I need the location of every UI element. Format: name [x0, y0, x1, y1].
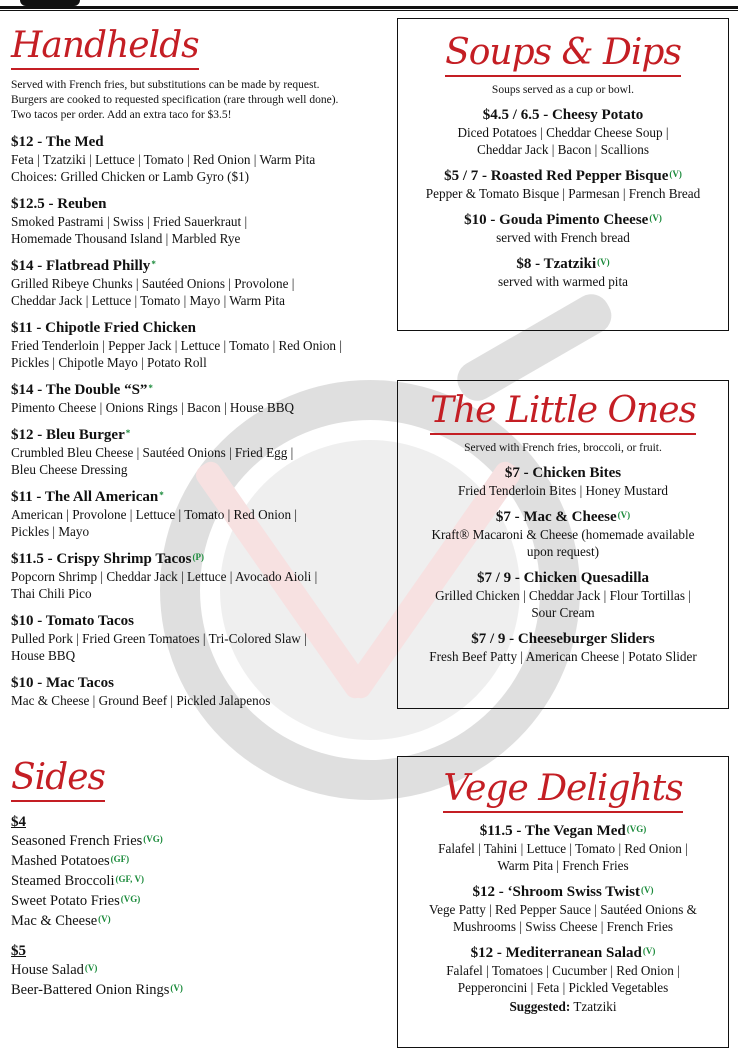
item-title: [398, 211, 728, 229]
vege-list: [398, 822, 728, 996]
item-title: [398, 822, 728, 840]
item-title: [11, 674, 391, 692]
intro-line: Two tacos per order. Add an extra taco for $3.5!: [11, 109, 232, 121]
handhelds-intro: [11, 78, 391, 123]
item-description: Diced Potatoes | Cheddar Cheese Soup |: [457, 125, 669, 140]
item-description: Grilled Ribeye Chunks | Sautéed Onions | Provolone |: [11, 276, 295, 291]
side-name: Beer-Battered Onion Rings: [11, 982, 170, 998]
handhelds-heading: [11, 25, 199, 70]
side-item: [11, 960, 391, 980]
dietary-tag: *: [125, 428, 131, 438]
item-title: [398, 167, 728, 185]
sides-list: [11, 814, 391, 1000]
side-item: [11, 871, 391, 891]
dietary-tag: (V): [641, 885, 654, 895]
side-name: House Salad: [11, 962, 84, 978]
menu-item: [11, 674, 391, 709]
item-description: Pepperoncini | Feta | Pickled Vegetables: [457, 980, 669, 995]
dietary-tag: (V): [170, 983, 183, 993]
item-description: Crumbled Bleu Cheese | Sautéed Onions | Fried Egg |: [11, 445, 294, 460]
vege-suggested: [398, 998, 728, 1015]
menu-item: [398, 508, 728, 560]
item-title: [398, 255, 728, 273]
item-title: [11, 133, 391, 151]
item-name: $10 - Tomato Tacos: [11, 613, 134, 629]
item-description: served with warmed pita: [497, 274, 628, 289]
item-title: [11, 381, 391, 399]
side-item: [11, 851, 391, 871]
handhelds-list: [11, 133, 391, 709]
menu-item: [11, 133, 391, 185]
soups-list: [398, 106, 728, 290]
menu-item: [398, 944, 728, 996]
little-ones-box: [397, 380, 729, 709]
item-title: [11, 195, 391, 213]
soups-box: [397, 18, 729, 331]
item-title: [398, 630, 728, 648]
side-item: [11, 911, 391, 931]
side-name: Sweet Potato Fries: [11, 893, 120, 909]
item-name: $12 - Bleu Burger: [11, 427, 125, 443]
item-title: [11, 550, 391, 568]
item-description: Cheddar Jack | Lettuce | Tomato | Mayo | Warm Pita: [11, 293, 285, 308]
menu-item: [11, 381, 391, 416]
dietary-tag: (VG): [626, 824, 647, 834]
item-title: [11, 319, 391, 337]
soups-intro: Soups served as a cup or bowl.: [491, 84, 635, 96]
menu-item: [11, 612, 391, 664]
menu-item: [11, 195, 391, 247]
menu-item: [11, 319, 391, 371]
item-description: House BBQ: [11, 648, 76, 663]
item-name: $14 - Flatbread Philly: [11, 258, 151, 274]
item-name: $11 - The All American: [11, 489, 159, 505]
intro-line: Served with French fries, but substitutions can be made by request.: [11, 79, 320, 91]
item-description: Fried Tenderloin Bites | Honey Mustard: [458, 483, 668, 498]
side-name: Mac & Cheese: [11, 913, 98, 929]
item-description: Popcorn Shrimp | Cheddar Jack | Lettuce | Avocado Aioli |: [11, 569, 318, 584]
item-description: Pimento Cheese | Onions Rings | Bacon | House BBQ: [11, 400, 295, 415]
item-name: $10 - Mac Tacos: [11, 675, 114, 691]
little-ones-list: [398, 464, 728, 665]
item-title: [398, 883, 728, 901]
item-name: $14 - The Double “S”: [11, 382, 148, 398]
sides-title: Sides: [11, 757, 105, 798]
item-title: [11, 612, 391, 630]
dietary-tag: (P): [192, 552, 204, 562]
suggested-label: Suggested:: [509, 999, 571, 1014]
item-description: Sour Cream: [531, 605, 595, 620]
vege-title: Vege Delights: [443, 768, 683, 809]
dietary-tag: (GF, V): [115, 874, 144, 884]
menu-item: [11, 257, 391, 309]
vege-heading: [398, 768, 728, 813]
menu-item: [398, 569, 728, 621]
dietary-tag: *: [151, 259, 156, 269]
side-item: [11, 980, 391, 1000]
item-description: Thai Chili Pico: [11, 586, 92, 601]
suggested-value: Tzatziki: [573, 999, 617, 1014]
item-description: Pulled Pork | Fried Green Tomatoes | Tri-Colored Slaw |: [11, 631, 307, 646]
handhelds-section: [11, 25, 391, 709]
menu-item: [11, 426, 391, 478]
item-title: [398, 464, 728, 482]
item-name: $7 / 9 - Chicken Quesadilla: [476, 570, 650, 586]
dietary-tag: (V): [642, 946, 656, 956]
dietary-tag: (VG): [143, 834, 163, 844]
menu-item: [398, 106, 728, 158]
soups-title: Soups & Dips: [445, 32, 681, 73]
dietary-tag: (GF): [110, 854, 130, 864]
item-name: $12.5 - Reuben: [11, 196, 107, 212]
item-name: $12 - The Med: [11, 134, 104, 150]
item-title: [11, 426, 391, 444]
side-item: [11, 831, 391, 851]
item-description: Feta | Tzatziki | Lettuce | Tomato | Red Onion | Warm Pita: [11, 152, 316, 167]
side-name: Steamed Broccoli: [11, 873, 115, 889]
side-name: Mashed Potatoes: [11, 853, 110, 869]
item-name: $8 - Tzatziki: [516, 256, 597, 272]
item-description: Cheddar Jack | Bacon | Scallions: [477, 142, 649, 157]
item-title: [398, 569, 728, 587]
item-name: $12 - ‘Shroom Swiss Twist: [472, 884, 641, 900]
little-ones-heading: [398, 390, 728, 435]
handhelds-title: Handhelds: [11, 25, 199, 66]
item-description: Mushrooms | Swiss Cheese | French Fries: [453, 919, 673, 934]
item-name: $11.5 - Crispy Shrimp Tacos: [11, 551, 192, 567]
item-description: Mac & Cheese | Ground Beef | Pickled Jalapenos: [11, 693, 271, 708]
item-description: upon request): [526, 544, 600, 559]
item-description: Warm Pita | French Fries: [497, 858, 629, 873]
item-title: [398, 106, 728, 124]
item-description: Fresh Beef Patty | American Cheese | Potato Slider: [429, 649, 697, 664]
dietary-tag: (V): [597, 257, 610, 267]
little-ones-title: The Little Ones: [429, 390, 697, 431]
item-description: Kraft® Macaroni & Cheese (homemade available: [431, 527, 695, 542]
side-price-heading: $5: [11, 943, 26, 959]
dietary-tag: *: [159, 490, 164, 500]
side-name: Seasoned French Fries: [11, 833, 143, 849]
menu-item: [398, 167, 728, 202]
item-name: $10 - Gouda Pimento Cheese: [464, 212, 649, 228]
dietary-tag: (V): [649, 213, 662, 223]
little-ones-intro: Served with French fries, broccoli, or fruit.: [464, 442, 662, 454]
item-description: Pepper & Tomato Bisque | Parmesan | French Bread: [425, 186, 701, 201]
item-name: $7 / 9 - Cheeseburger Sliders: [471, 631, 655, 647]
item-description: Choices: Grilled Chicken or Lamb Gyro ($1): [11, 169, 250, 184]
dietary-tag: (V): [98, 914, 111, 924]
vege-box: [397, 756, 729, 1048]
menu-item: [398, 822, 728, 874]
item-title: [398, 944, 728, 962]
item-name: $7 - Mac & Cheese: [495, 509, 617, 525]
item-name: $4.5 / 6.5 - Cheesy Potato: [482, 107, 644, 123]
item-description: Homemade Thousand Island | Marbled Rye: [11, 231, 241, 246]
item-name: $12 - Mediterranean Salad: [470, 945, 642, 961]
sides-heading: [11, 757, 105, 802]
item-description: Pickles | Mayo: [11, 524, 90, 539]
soups-heading: [398, 32, 728, 77]
menu-item: [398, 464, 728, 499]
intro-line: Burgers are cooked to requested specification (rare through well done).: [11, 94, 339, 106]
item-name: $5 / 7 - Roasted Red Pepper Bisque: [444, 168, 669, 184]
item-description: Pickles | Chipotle Mayo | Potato Roll: [11, 355, 207, 370]
item-title: [11, 257, 391, 275]
item-description: Bleu Cheese Dressing: [11, 462, 128, 477]
item-description: Smoked Pastrami | Swiss | Fried Sauerkraut |: [11, 214, 248, 229]
item-title: [398, 508, 728, 526]
side-price-heading: $4: [11, 814, 26, 830]
item-description: Falafel | Tomatoes | Cucumber | Red Onion |: [446, 963, 680, 978]
dietary-tag: (VG): [120, 894, 141, 904]
item-description: Vege Patty | Red Pepper Sauce | Sautéed Onions &: [429, 902, 697, 917]
item-description: Falafel | Tahini | Lettuce | Tomato | Red Onion |: [438, 841, 688, 856]
item-description: Fried Tenderloin | Pepper Jack | Lettuce | Tomato | Red Onion |: [11, 338, 342, 353]
menu-item: [398, 630, 728, 665]
menu-item: [11, 488, 391, 540]
dietary-tag: (V): [669, 169, 682, 179]
item-name: $7 - Chicken Bites: [504, 465, 622, 481]
item-name: $11.5 - The Vegan Med: [479, 823, 626, 839]
item-description: served with French bread: [496, 230, 630, 245]
item-name: $11 - Chipotle Fried Chicken: [11, 320, 197, 336]
dietary-tag: *: [148, 383, 153, 393]
menu-item: [398, 255, 728, 290]
item-description: American | Provolone | Lettuce | Tomato | Red Onion |: [11, 507, 297, 522]
dietary-tag: (V): [84, 963, 98, 973]
sides-section: [11, 757, 391, 1000]
item-title: [11, 488, 391, 506]
top-border: [0, 0, 738, 10]
menu-item: [398, 211, 728, 246]
side-item: [11, 891, 391, 911]
item-description: Grilled Chicken | Cheddar Jack | Flour Tortillas |: [435, 588, 691, 603]
menu-item: [398, 883, 728, 935]
dietary-tag: (V): [617, 510, 631, 520]
menu-item: [11, 550, 391, 602]
